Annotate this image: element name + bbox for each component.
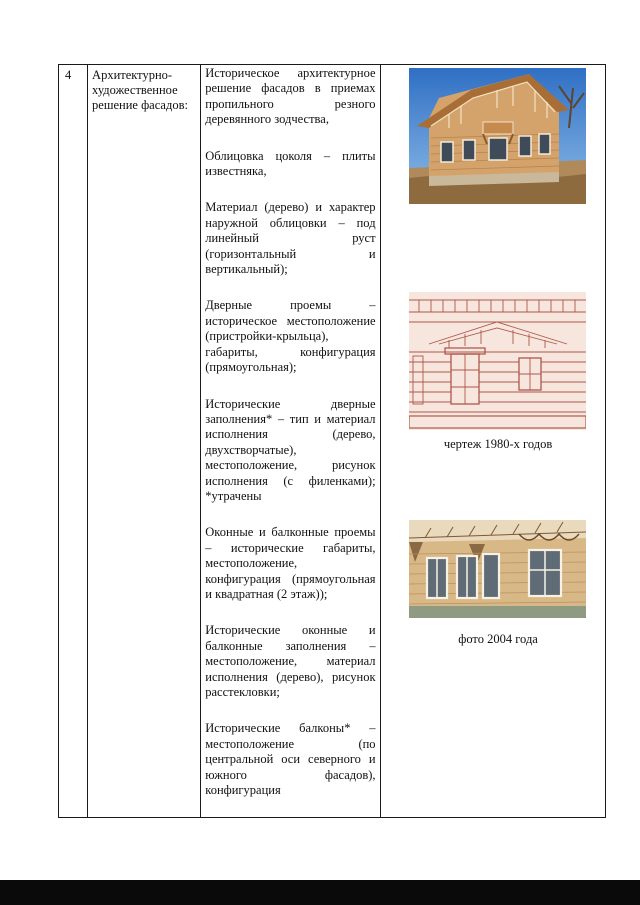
description-paragraph: Облицовка цоколя – плиты известняка, <box>205 148 376 179</box>
row-name: Архитектурно-художественное решение фасадов: <box>92 68 188 112</box>
description-paragraph: Материал (дерево) и характер наружной облицовки – под линейный руст (горизонтальный и вертикальный); <box>205 200 376 277</box>
house-photo-image <box>409 68 586 204</box>
facade-photo-2004-caption: фото 2004 года <box>458 632 538 646</box>
description-paragraph: Исторические оконные и балконные заполнения – местоположение, материал исполнения (дерево), рисунок расстекловки; <box>205 623 376 699</box>
description-paragraph: Дверные проемы – историческое местоположение (пристройки-крыльца), габариты, конфигурация (прямоугольная); <box>205 298 376 375</box>
house-photo <box>409 68 586 204</box>
facade-photo-2004 <box>409 520 586 618</box>
row-number: 4 <box>65 68 72 82</box>
description-paragraph: Оконные и балконные проемы – исторические габариты, местоположение, конфигурация (прямоугольная и квадратная (2 этаж)); <box>205 525 376 601</box>
features-table <box>58 64 606 818</box>
description-paragraph: Историческое архитектурное решение фасадов в приемах пропильного резного деревянного зодчества, <box>205 66 376 127</box>
row-name-cell <box>88 65 201 818</box>
description-paragraph: Исторические дверные заполнения* – тип и материал исполнения (дерево, двухстворчатые), местоположение, рисунок исполнения (с филенками); *утрачены <box>205 396 376 503</box>
facade-photo-2004-image <box>409 520 586 618</box>
row-description <box>201 65 379 798</box>
facade-drawing-image <box>409 292 586 430</box>
row-number-cell <box>59 65 88 818</box>
scan-border <box>0 880 640 905</box>
row-images-cell <box>380 65 605 818</box>
row-description-cell <box>201 65 380 818</box>
description-paragraph: Исторические балконы* – местоположение (по центральной оси северного и южного фасадов), конфигурация <box>205 721 376 798</box>
facade-drawing <box>409 292 586 430</box>
facade-drawing-caption: чертеж 1980-х годов <box>443 437 553 451</box>
table-row <box>59 65 606 818</box>
